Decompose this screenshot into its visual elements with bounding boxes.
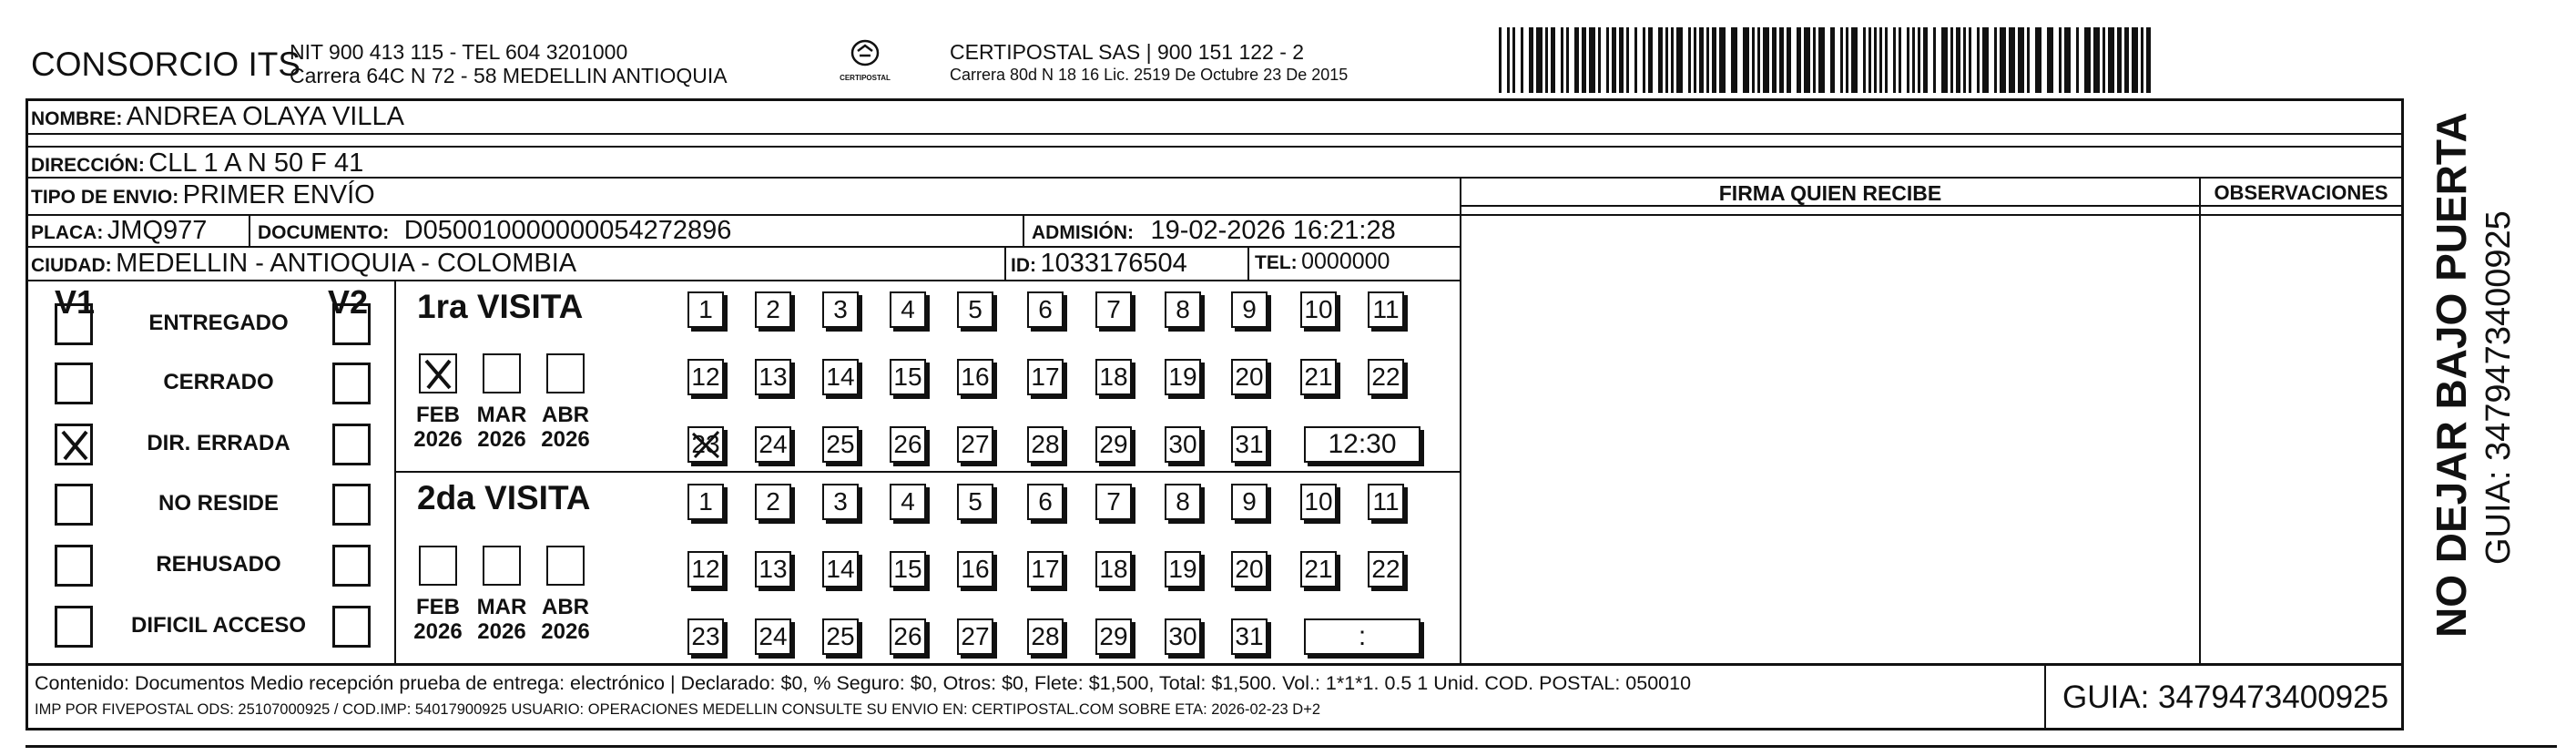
ciudad-label: CIUDAD:	[31, 255, 112, 276]
v1-checkbox[interactable]	[55, 545, 93, 587]
status-option-label: DIR. ERRADA	[147, 431, 290, 455]
visit2-day-box[interactable]: 5	[957, 484, 993, 520]
side-guia: GUIA: 3479473400925	[2479, 210, 2518, 565]
v1-checkbox[interactable]	[55, 484, 93, 526]
id-row	[1011, 249, 1187, 279]
visit1-day-box[interactable]: 24	[755, 426, 791, 463]
direccion-label: DIRECCIÓN:	[31, 155, 145, 176]
visit2-day-box[interactable]: 13	[755, 551, 791, 587]
footer-line2: IMP POR FIVEPOSTAL ODS: 25107000925 / COD.IMP: 54017900925 USUARIO: OPERACIONES MEDELLIN CONSULTE SU ENVIO EN: CERTIPOSTAL.COM SOBRE ETA: 2026-02-23 D+2	[35, 701, 1321, 718]
visit2-day-box[interactable]: 18	[1095, 551, 1132, 587]
visit1-day-box[interactable]: 19	[1165, 359, 1201, 395]
visit2-day-box[interactable]: 14	[822, 551, 859, 587]
visit2-month-checkbox[interactable]	[546, 546, 585, 586]
side-warning: NO DEJAR BAJO PUERTA	[2428, 112, 2475, 638]
visit2-month-year: 2026	[541, 619, 590, 644]
visit2-month-label	[534, 595, 597, 644]
footer-line1: Contenido: Documentos Medio recepción prueba de entrega: electrónico | Declarado: $0, % Seguro: $0, Otros: $0, Flete: $1,500, Total: $1,500. Vol.: 1*1*1. 0.5 1 Unid. COD. POSTAL: 050010	[35, 672, 1692, 694]
visit1-day-box[interactable]: 16	[957, 359, 993, 395]
visit1-month-year: 2026	[477, 427, 526, 452]
admision-label: ADMISIÓN:	[1032, 222, 1134, 243]
status-option-label: CERRADO	[163, 370, 274, 394]
visit2-day-box[interactable]: 4	[890, 484, 926, 520]
status-option-label: NO RESIDE	[158, 491, 280, 516]
company-name: CONSORCIO ITS	[31, 46, 301, 83]
v2-label: V2	[328, 283, 369, 321]
visit2-time-box[interactable]: :	[1304, 618, 1420, 655]
visit2-day-box[interactable]: 22	[1368, 551, 1404, 587]
v1-checkbox[interactable]	[55, 303, 93, 345]
placa-row	[31, 216, 207, 246]
placa-label: PLACA:	[31, 222, 104, 243]
visit1-time-box[interactable]: 12:30	[1304, 426, 1420, 463]
tipo-label: TIPO DE ENVIO:	[31, 187, 179, 208]
visit2-day-box[interactable]: 29	[1095, 618, 1132, 655]
logo-text: CERTIPOSTAL	[840, 74, 891, 82]
company-nit: NIT 900 413 115 - TEL 604 3201000	[290, 40, 628, 64]
v1-label: V1	[55, 283, 96, 321]
visit2-day-box[interactable]: 31	[1231, 618, 1268, 655]
direccion-value: CLL 1 A N 50 F 41	[148, 148, 364, 178]
visit2-day-box[interactable]: 6	[1027, 484, 1064, 520]
visit1-day-box[interactable]: 13	[755, 359, 791, 395]
visit1-day-box[interactable]: 7	[1095, 291, 1132, 328]
id-label: ID:	[1011, 255, 1036, 276]
visit1-day-box[interactable]: 20	[1231, 359, 1268, 395]
nombre-value: ANDREA OLAYA VILLA	[126, 102, 404, 131]
partner-name: CERTIPOSTAL SAS | 900 151 122 - 2	[950, 40, 1305, 64]
visit2-day-box[interactable]: 19	[1165, 551, 1201, 587]
visit1-day-box[interactable]: 6	[1027, 291, 1064, 328]
visit1-day-box[interactable]: 18	[1095, 359, 1132, 395]
visit1-day-box[interactable]: 22	[1368, 359, 1404, 395]
visit2-day-box[interactable]: 24	[755, 618, 791, 655]
status-option-label: ENTREGADO	[148, 311, 289, 335]
admision-value: 19-02-2026 16:21:28	[1150, 216, 1396, 245]
visit2-title: 2da VISITA	[417, 479, 591, 516]
ciudad-row	[31, 249, 576, 279]
visit2-day-box[interactable]: 11	[1368, 484, 1404, 520]
visit1-day-mark	[689, 428, 722, 461]
visit2-day-box[interactable]: 8	[1165, 484, 1201, 520]
tel-value: 0000000	[1301, 249, 1390, 274]
visit2-month-checkbox[interactable]	[419, 546, 457, 586]
nombre-row	[31, 102, 404, 132]
visit2-month-name: MAR	[476, 595, 527, 619]
barcode	[1499, 27, 2157, 95]
visit2-day-box[interactable]: 3	[822, 484, 859, 520]
visit2-month-label	[406, 595, 470, 644]
ciudad-value: MEDELLIN - ANTIOQUIA - COLOMBIA	[116, 249, 577, 278]
visit1-month-checkbox[interactable]	[419, 353, 457, 393]
status-option-label: REHUSADO	[156, 552, 281, 577]
visit1-day-box[interactable]: 1	[687, 291, 724, 328]
certipostal-logo	[833, 38, 897, 87]
tipo-row	[31, 180, 375, 210]
visit1-day-box[interactable]: 29	[1095, 426, 1132, 463]
visit2-month-year: 2026	[413, 619, 463, 644]
visit1-day-box[interactable]: 28	[1027, 426, 1064, 463]
visit2-day-box[interactable]: 20	[1231, 551, 1268, 587]
visit2-month-checkbox[interactable]	[483, 546, 521, 586]
visit2-day-box[interactable]: 17	[1027, 551, 1064, 587]
visit2-month-label	[470, 595, 534, 644]
visit1-month-label	[406, 403, 470, 452]
visit1-day-box[interactable]: 3	[822, 291, 859, 328]
visit1-day-box[interactable]: 21	[1300, 359, 1337, 395]
visit2-day-box[interactable]: 12	[687, 551, 724, 587]
visit2-day-box[interactable]: 10	[1300, 484, 1337, 520]
visit1-title: 1ra VISITA	[417, 288, 584, 325]
v1-checkbox[interactable]	[55, 424, 93, 465]
visit2-month-year: 2026	[477, 619, 526, 644]
v1-checkbox[interactable]	[55, 363, 93, 404]
documento-value: D050010000000054272896	[403, 216, 732, 245]
visit1-day-box[interactable]: 9	[1231, 291, 1268, 328]
observaciones-header: OBSERVACIONES	[2214, 181, 2388, 204]
visit2-day-box[interactable]: 28	[1027, 618, 1064, 655]
v1-checkbox[interactable]	[55, 606, 93, 648]
visit2-day-box[interactable]: 15	[890, 551, 926, 587]
visit1-day-box[interactable]: 11	[1368, 291, 1404, 328]
visit2-day-box[interactable]: 2	[755, 484, 791, 520]
firma-area[interactable]	[1462, 207, 2198, 664]
direccion-row	[31, 148, 363, 179]
status-option-label: DIFICIL ACCESO	[130, 613, 306, 638]
visit2-month-name: FEB	[416, 595, 460, 619]
company-address: Carrera 64C N 72 - 58 MEDELLIN ANTIOQUIA	[290, 64, 728, 87]
tipo-value: PRIMER ENVÍO	[182, 180, 375, 209]
visit2-day-box[interactable]: 30	[1165, 618, 1201, 655]
visit1-day-box[interactable]: 10	[1300, 291, 1337, 328]
bottom-border	[25, 745, 2557, 748]
visit1-month-name: MAR	[476, 403, 527, 427]
visit1-month-name: ABR	[542, 403, 589, 427]
visit2-day-box[interactable]: 25	[822, 618, 859, 655]
footer-guia: GUIA: 3479473400925	[2062, 679, 2389, 715]
visit1-day-box[interactable]: 14	[822, 359, 859, 395]
nombre-label: NOMBRE:	[31, 108, 123, 129]
visit1-day-box[interactable]: 15	[890, 359, 926, 395]
visit1-day-box[interactable]: 26	[890, 426, 926, 463]
partner-license: Carrera 80d N 18 16 Lic. 2519 De Octubre 23 De 2015	[950, 66, 1349, 84]
visit1-month-checkbox[interactable]	[546, 353, 585, 393]
visit2-day-box[interactable]: 27	[957, 618, 993, 655]
visit2-day-box[interactable]: 9	[1231, 484, 1268, 520]
visit2-day-box[interactable]: 21	[1300, 551, 1337, 587]
visit1-day-box[interactable]: 5	[957, 291, 993, 328]
visit2-day-box[interactable]: 26	[890, 618, 926, 655]
visit1-day-box[interactable]: 27	[957, 426, 993, 463]
visit1-day-box[interactable]: 8	[1165, 291, 1201, 328]
id-value: 1033176504	[1040, 249, 1187, 278]
visit1-day-box[interactable]: 25	[822, 426, 859, 463]
visit1-day-box[interactable]: 2	[755, 291, 791, 328]
visit1-month-name: FEB	[416, 403, 460, 427]
visit2-day-box[interactable]: 1	[687, 484, 724, 520]
visit1-day-box[interactable]: 12	[687, 359, 724, 395]
placa-value: JMQ977	[107, 216, 208, 245]
visit2-day-box[interactable]: 16	[957, 551, 993, 587]
tel-row	[1255, 249, 1390, 275]
documento-row	[258, 216, 731, 246]
visit1-month-label	[470, 403, 534, 452]
visit1-month-year: 2026	[413, 427, 463, 452]
tel-label: TEL:	[1255, 252, 1298, 273]
visit1-day-box[interactable]: 23	[687, 426, 724, 463]
visit1-day-box[interactable]: 31	[1231, 426, 1268, 463]
visit2-day-box[interactable]: 23	[687, 618, 724, 655]
visit1-day-box[interactable]: 17	[1027, 359, 1064, 395]
visit1-month-label	[534, 403, 597, 452]
documento-label: DOCUMENTO:	[258, 222, 390, 243]
admision-row	[1032, 216, 1396, 246]
visit1-month-year: 2026	[541, 427, 590, 452]
observaciones-area[interactable]	[2202, 207, 2401, 664]
visit1-day-box[interactable]: 30	[1165, 426, 1201, 463]
visit2-day-box[interactable]: 7	[1095, 484, 1132, 520]
firma-header: FIRMA QUIEN RECIBE	[1718, 181, 1942, 205]
visit1-day-box[interactable]: 4	[890, 291, 926, 328]
visit1-month-checkbox[interactable]	[483, 353, 521, 393]
visit2-month-name: ABR	[542, 595, 589, 619]
